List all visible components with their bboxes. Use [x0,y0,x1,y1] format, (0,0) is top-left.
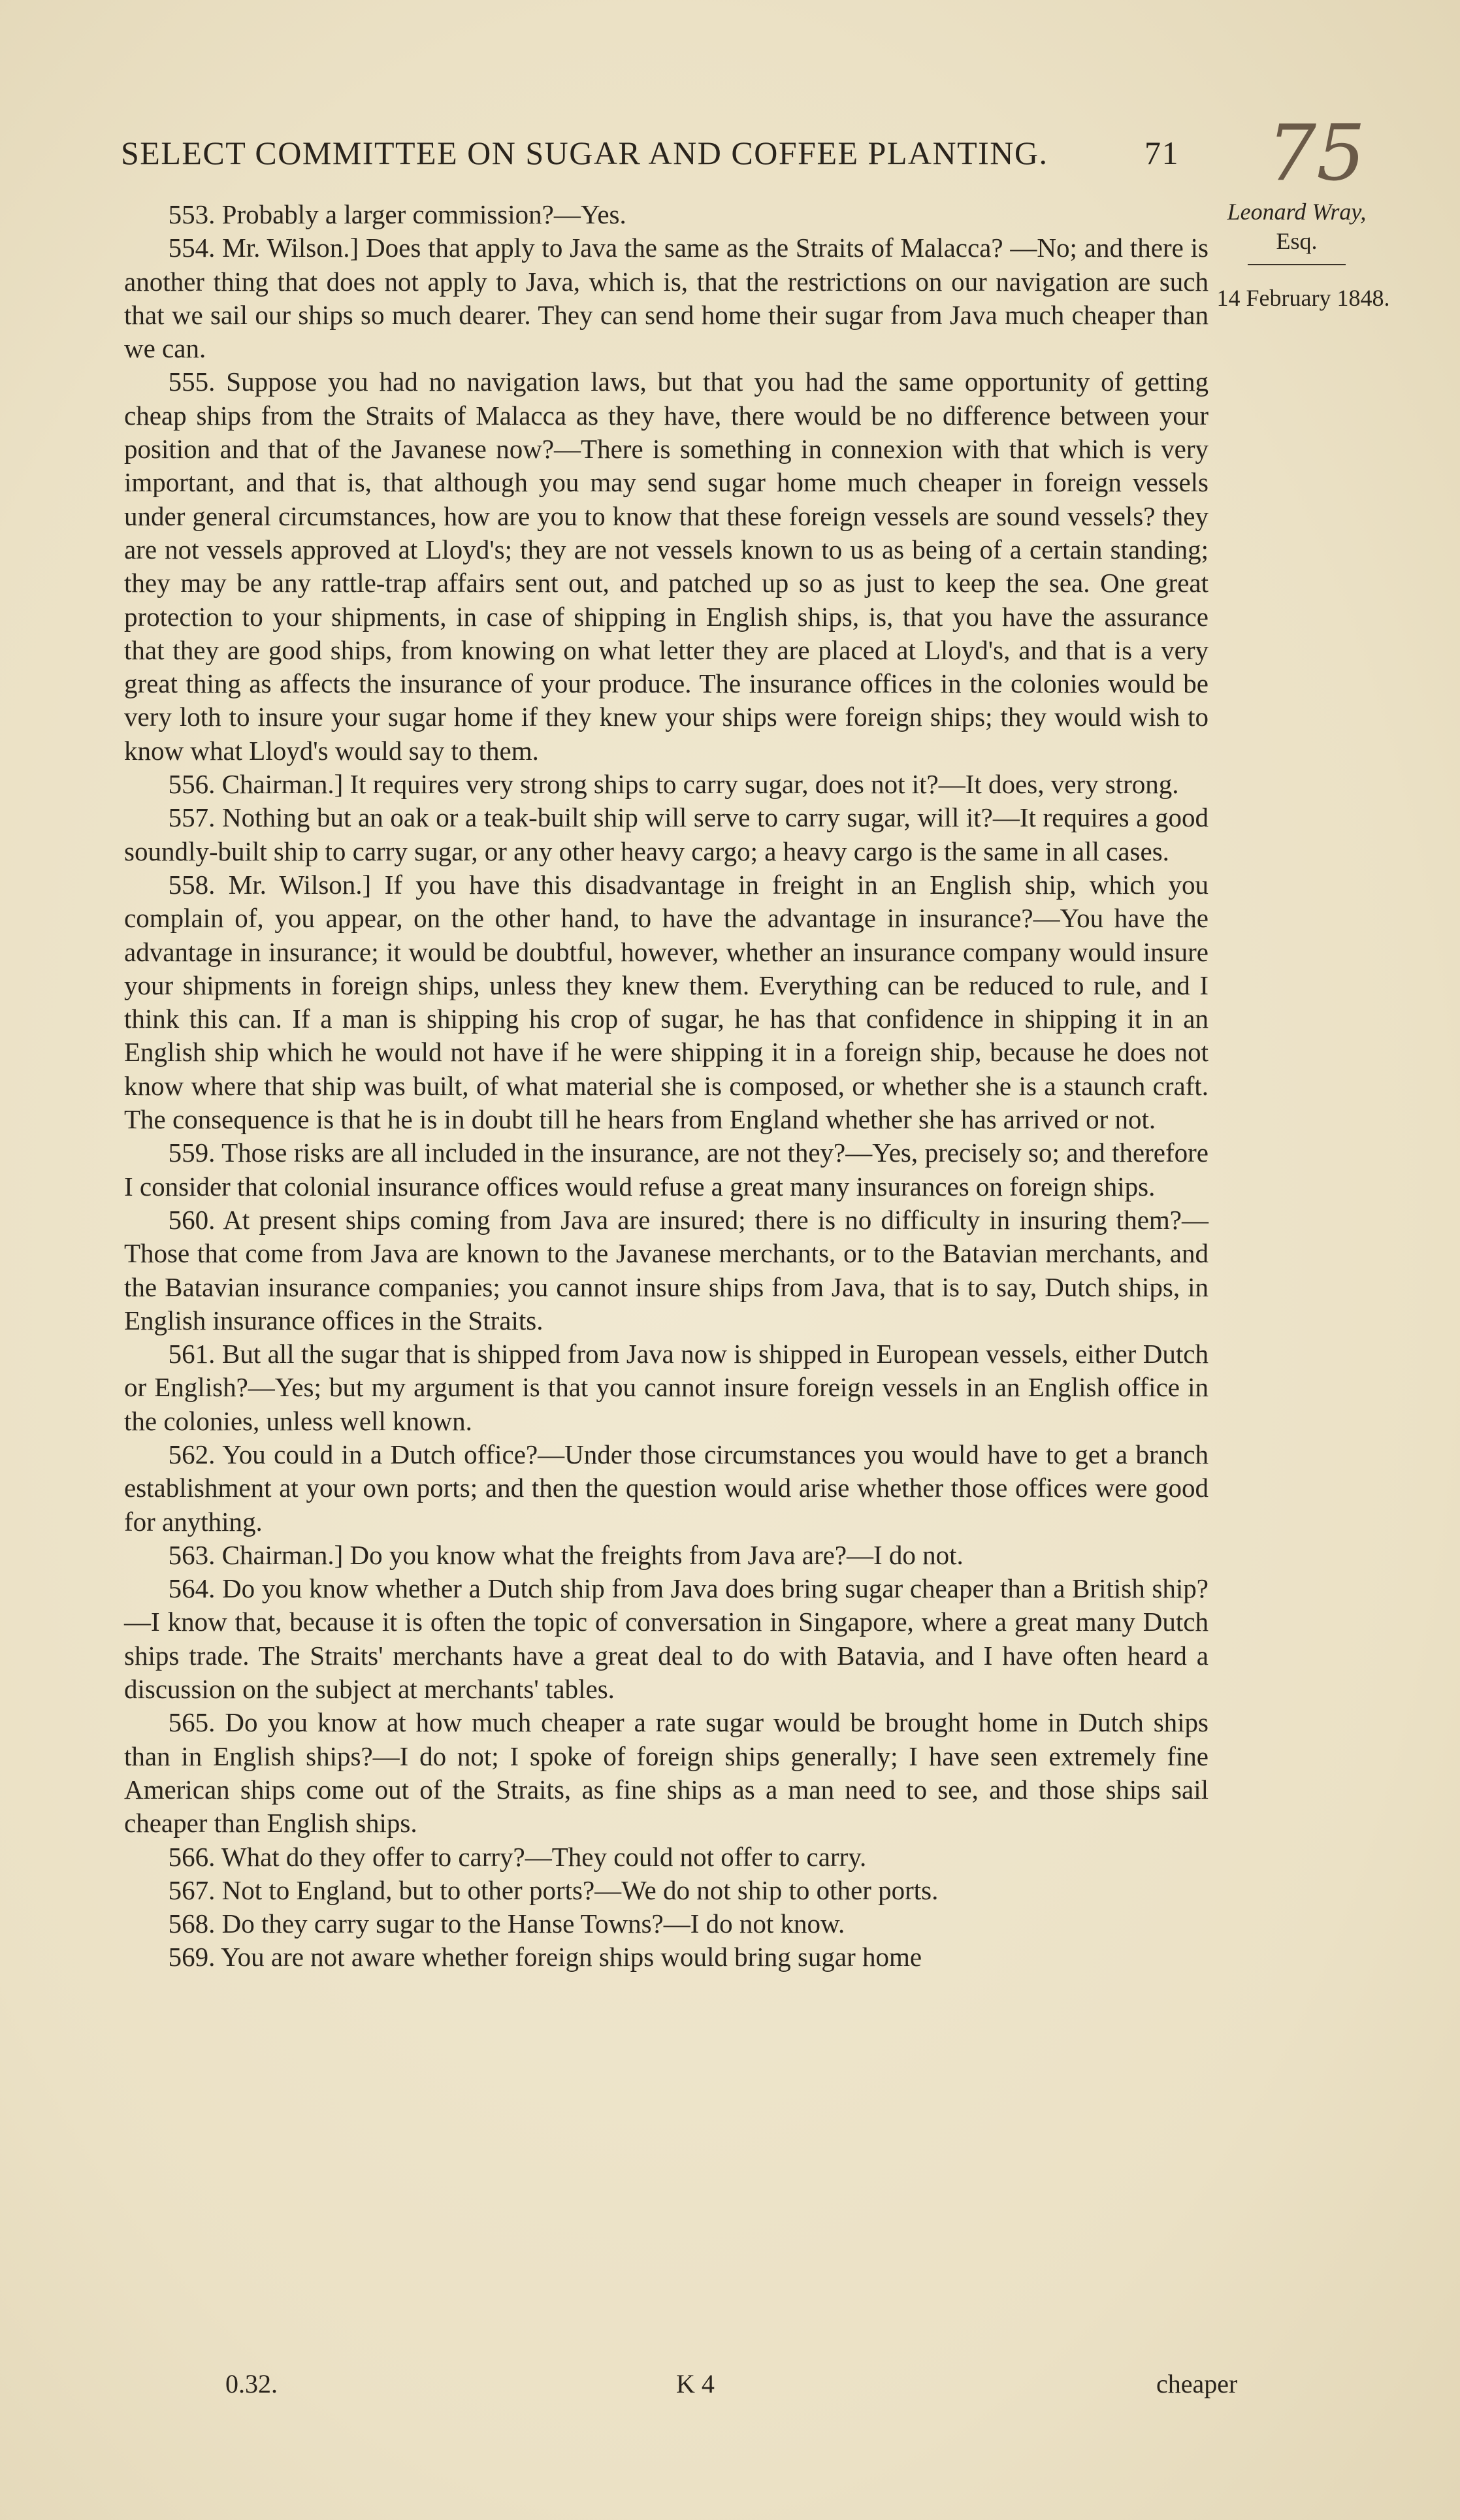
catchword: cheaper [1156,2369,1238,2398]
witness-title: Esq. [1276,228,1318,254]
question-554: 554. Mr. Wilson.] Does that apply to Java the same as the Straits of Malacca? —No; and there is another thing that does not apply to Java, which is, that the restrictions on our navigation are such that we sail our ships so much dearer. They can send home their sugar from Java much cheaper than we can. [124,233,1209,364]
question-564: 564. Do you know whether a Dutch ship from Java does bring sugar cheaper than a British ship?—I know that, because it is often the topic of conversation in Singapore, where a great many Dutch ships trade. The Straits' merchants have a great deal to do with Batavia, and I have often heard a discussion on the subject at merchants' tables. [124,1573,1209,1705]
question-560: 560. At present ships coming from Java are insured; there is no difficulty in insuring them?—Those that come from Java are known to the Javanese merchants, or to the Batavian merchants, and the Batavian insurance companies; you cannot insure ships from Java, that is to say, Dutch ships, in English insurance offices in the Straits. [124,1204,1209,1335]
question-563: 563. Chairman.] Do you know what the freights from Java are?—I do not. [168,1539,964,1570]
question-565: 565. Do you know at how much cheaper a rate sugar would be brought home in Dutch ships than in English ships?—I do not; I spoke of foreign ships generally; I have seen extremely fine American ships come out of the Straits, as fine ships as a man need to see, and those ships sail cheaper than English ships. [124,1707,1209,1839]
sidenote-date: 14 February 1848. [1216,285,1390,311]
question-558: 558. Mr. Wilson.] If you have this disadvantage in freight in an English ship, which you complain of, you appear, on the other hand, to have the advantage in insurance?—You have the advantage in insurance; it would be doubtful, however, whether an insurance company would insure your shipments in foreign ships, unless they knew them. Everything can be reduced to rule, and I think this can. If a man is shipping his crop of sugar, he has that confidence in shipping it in an English ship which he would not have if he were shipping it in a foreign ship, because he does not know where that ship was built, of what material she is composed, or whether she is a staunch craft. The consequence is that he is in doubt till he hears from England whether she has arrived or not. [124,869,1209,1135]
margin-sidenote [1199,197,1395,311]
running-header [121,134,1179,172]
signature-mark: 0.32. [225,2369,278,2398]
question-566: 566. What do they offer to carry?—They could not offer to carry. [168,1841,867,1872]
question-557: 557. Nothing but an oak or a teak-built ship will serve to carry sugar, will it?—It requires a good soundly-built ship to carry sugar, or any other heavy cargo; a heavy cargo is the same in all cases. [124,802,1209,866]
question-567: 567. Not to England, but to other ports?—We do not ship to other ports. [168,1874,939,1905]
question-556: 556. Chairman.] It requires very strong ships to carry sugar, does not it?—It does, very strong. [168,769,1179,800]
question-562: 562. You could in a Dutch office?—Under those circumstances you would have to get a branch establishment at your own ports; and then the question would arise whether those offices were good for anything. [124,1439,1209,1537]
page-number: 71 [1144,135,1179,171]
testimony-body [124,198,1209,1974]
handwritten-folio-number: 75 [1267,108,1366,198]
sheet-mark: K 4 [676,2369,715,2398]
question-569: 569. You are not aware whether foreign ships would bring sugar home [168,1942,922,1972]
sidenote-rule [1248,264,1346,265]
question-559: 559. Those risks are all included in the insurance, are not they?—Yes, precisely so; and therefore I consider that colonial insurance offices would refuse a great many insurances on foreign ships. [124,1137,1209,1202]
question-555: 555. Suppose you had no navigation laws, but that you had the same opportunity of getting cheap ships from the Straits of Malacca as they have, there would be no difference between your position and that of the Javanese now?—There is something in connexion with that which is very important, and that is, that although you may send sugar home much cheaper in foreign vessels under general circumstances, how are you to know that these foreign vessels are sound vessels? they are not vessels approved at Lloyd's; they are not vessels known to us as being of a certain standing; they may be any rattle-trap affairs sent out, and patched up so as just to keep the sea. One great protection to your shipments, in case of shipping in English ships, is, that you have the assurance that they are good ships, from knowing on what letter they are placed at Lloyd's, and that is a very great thing as affects the insurance of your produce. The insurance offices in the colonies would be very loth to insure your sugar home if they knew your ships were foreign ships; they would wish to know what Lloyd's would say to them. [124,367,1209,766]
witness-name: Leonard Wray, [1227,199,1367,225]
running-title: SELECT COMMITTEE ON SUGAR AND COFFEE PLANTING. [121,135,1048,171]
question-553: 553. Probably a larger commission?—Yes. [168,199,626,229]
question-568: 568. Do they carry sugar to the Hanse Towns?—I do not know. [168,1908,845,1939]
question-561: 561. But all the sugar that is shipped from Java now is shipped in European vessels, either Dutch or English?—Yes; but my argument is that you cannot insure foreign vessels in an English office in the colonies, unless well known. [124,1339,1209,1436]
